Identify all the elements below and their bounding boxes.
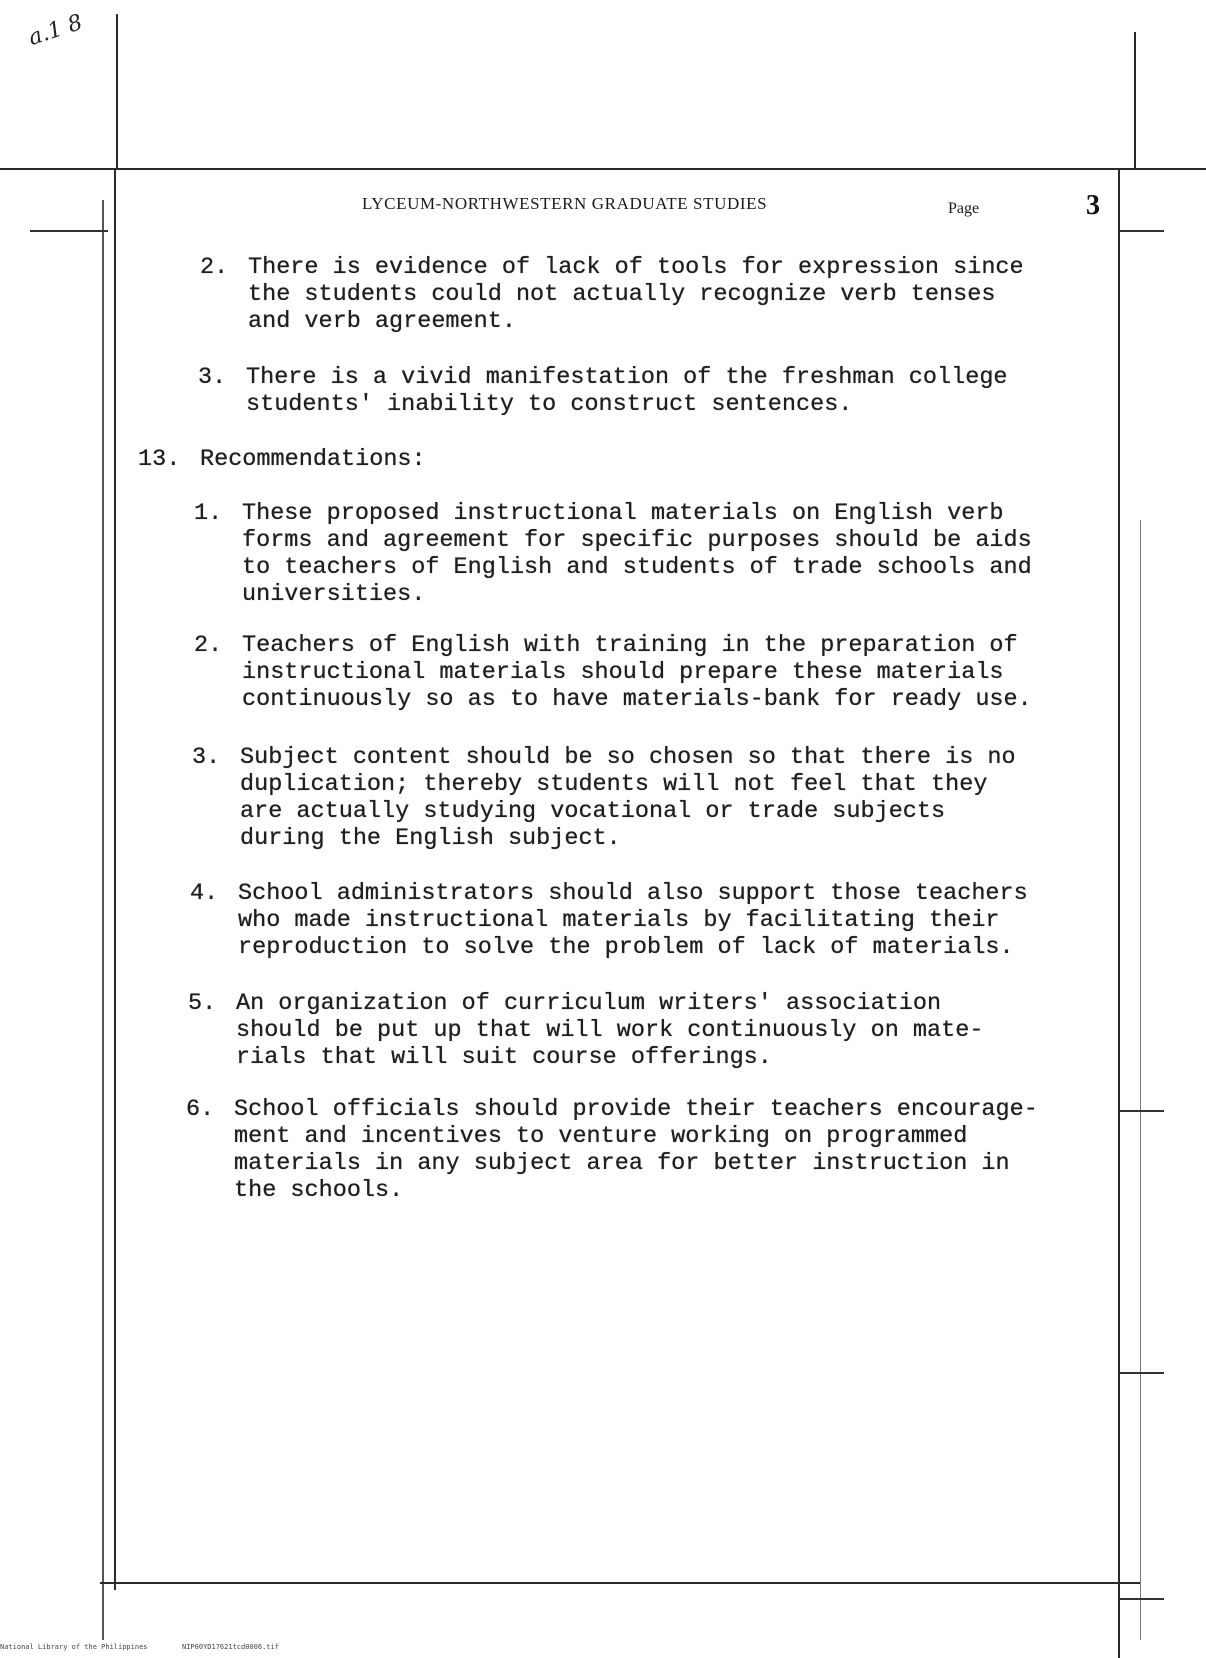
recommendation-text: An organization of curriculum writers' association should be put up that will work continuously on mate- rials that will suit course offerings. [236, 990, 984, 1071]
recommendation-item [192, 744, 1112, 854]
section-number: 13. [138, 446, 181, 473]
recommendation-text: These proposed instructional materials on English verb forms and agreement for specific purposes should be aids to teachers of English and students of trade schools and universities. [242, 500, 1032, 608]
recommendation-number: 3. [192, 744, 221, 771]
conclusion-number: 3. [198, 364, 227, 391]
recommendation-item [194, 632, 1114, 716]
page-label: Page [948, 200, 980, 217]
recommendation-item [186, 1096, 1106, 1206]
left-margin-line-upper [116, 14, 118, 168]
conclusion-item [200, 254, 1100, 344]
margin-tick [1120, 230, 1164, 232]
section-heading [138, 446, 638, 476]
bottom-rule [100, 1582, 1140, 1584]
recommendation-number: 4. [190, 880, 219, 907]
document-header-title: LYCEUM-NORTHWESTERN GRADUATE STUDIES [362, 194, 768, 213]
page-number: 3 [1086, 190, 1100, 221]
recommendation-text: School officials should provide their teachers encourage- ment and incentives to venture working on programmed materials in any subject area for better instruction in the schools. [234, 1096, 1038, 1204]
recommendation-item [190, 880, 1110, 964]
recommendation-number: 6. [186, 1096, 215, 1123]
footer-file-code: NIP00YD17621tcd0006.tif [182, 1643, 279, 1651]
recommendation-item [188, 990, 1108, 1074]
margin-tick [1120, 1372, 1164, 1374]
recommendation-number: 1. [194, 500, 223, 527]
recommendation-text: Subject content should be so chosen so that there is no duplication; thereby students will not feel that they are actually studying vocational or trade subjects during the English subject. [240, 744, 1016, 852]
section-title: Recommendations: [200, 446, 426, 473]
left-margin-line [114, 170, 116, 1590]
recommendation-text: Teachers of English with training in the preparation of instructional materials should prepare these materials continuously so as to have materials-bank for ready use. [242, 632, 1032, 713]
recommendation-number: 2. [194, 632, 223, 659]
recommendation-item [194, 500, 1114, 610]
recommendation-number: 5. [188, 990, 217, 1017]
recommendation-text: School administrators should also support those teachers who made instructional materials by facilitating their reproduction to solve the problem of lack of materials. [238, 880, 1028, 961]
conclusion-item [198, 364, 1098, 424]
header-rule [0, 168, 1206, 170]
right-margin-line-upper [1134, 32, 1136, 168]
footer-library-credit: National Library of the Philippines [0, 1643, 148, 1651]
left-outer-line [102, 200, 104, 1640]
margin-tick [30, 230, 108, 232]
handwritten-margin-mark: a.1 8 [25, 10, 86, 51]
margin-tick [1120, 1598, 1164, 1600]
conclusion-number: 2. [200, 254, 229, 281]
right-margin-line [1118, 170, 1120, 1658]
conclusion-text: There is a vivid manifestation of the freshman college students' inability to construct sentences. [246, 364, 1008, 418]
right-outer-line [1140, 520, 1141, 1640]
conclusion-text: There is evidence of lack of tools for expression since the students could not actually recognize verb tenses and verb agreement. [248, 254, 1024, 335]
margin-tick [1120, 1110, 1164, 1112]
